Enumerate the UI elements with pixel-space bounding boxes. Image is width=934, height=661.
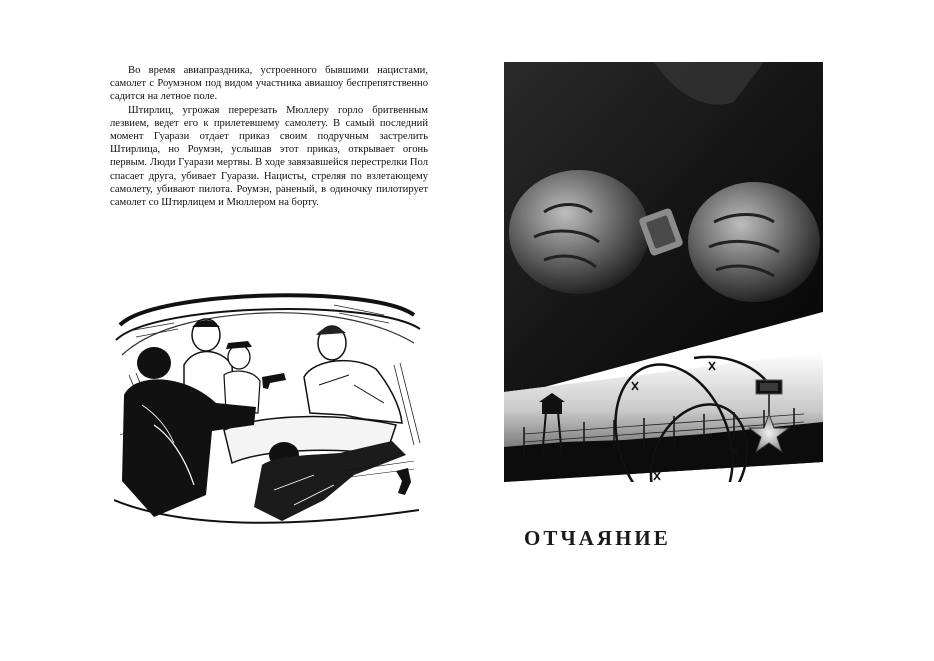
right-page xyxy=(467,0,934,661)
paragraph-2: Штирлиц, угрожая перерезать Мюллеру горло бритвенным лезвием, ведет его к прилетевшему самолету. В самый последний момент Гуарази отдает приказ своим подручным застрелить Штирлица, но Роумэн, услышав этот приказ, открывает огонь первым. Люди Гуарази мертвы. В ходе завязавшейся перестрелки Пол спасает друга, убивает Гуарази. Нацисты, стреляя по взлетающему самолету, убивают пилота. Роумэн, раненый, в одиночку пилотирует самолет со Штирлицем и Мюллером на борту. xyxy=(110,104,428,209)
body-text xyxy=(110,64,428,209)
section-title: ОТЧАЯНИЕ xyxy=(524,526,671,550)
photo-collage xyxy=(504,62,823,482)
paragraph-1: Во время авиапраздника, устроенного бывшими нацистами, самолет с Роумэном под видом участника авиашоу беспрепятственно садится на летное поле. xyxy=(110,65,428,103)
cabin-fight-illustration xyxy=(114,285,424,533)
